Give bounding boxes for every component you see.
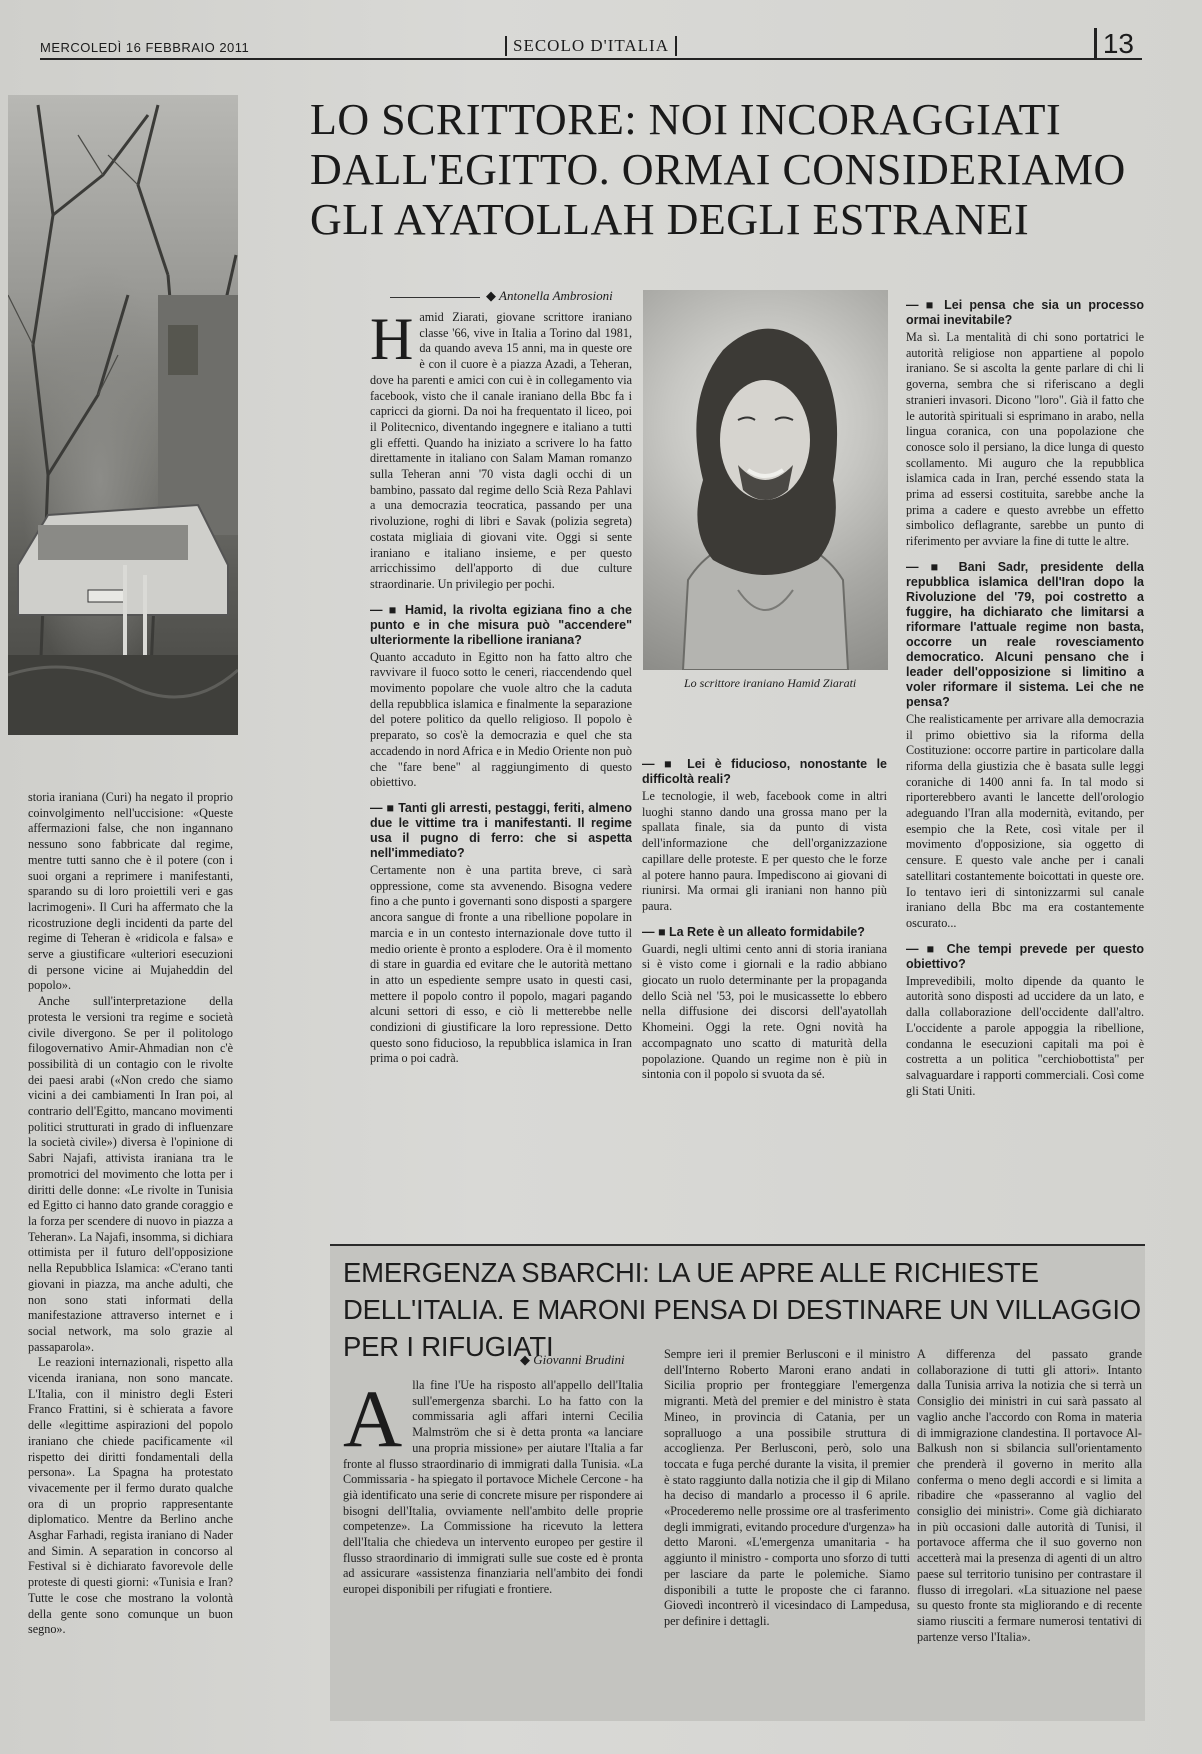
article-column-3 [906, 288, 1144, 1099]
answer-7: Imprevedibili, molto dipende da quanto le autorità sono disposti ad uccidere da un lato, e dalla collaborazione dell'occidente dall'altro. L'occidente a parole appoggia la ribellione, condanna le esecuzioni capitali ma poi è costretta a un politica "cerchiobottista" per salvaguardare i rapporti commerciali. Così come gli Stati Uniti. [906, 973, 1144, 1098]
question-5: — ■ Lei pensa che sia un processo ormai inevitabile? [906, 298, 1144, 328]
photo-caption: Lo scrittore iraniano Hamid Ziarati [684, 676, 857, 690]
issue-date: MERCOLEDÌ 16 FEBBRAIO 2011 [40, 40, 250, 55]
question-7: — ■ Che tempi prevede per questo obiettivo? [906, 942, 1144, 972]
answer-4: Guardi, negli ultimi cento anni di storia iraniana si è visto come i giornali e la radio abbiano giocato un ruolo determinante per la propaganda dello Scià nel '53, poi le musicassette lo ebbero nella diffusione dei discorsi dell'ayatollah Khomeini. Oggi la rete. Ogni novità ha accompagnato uno scatto di maturità della popolazione. Quando un regime non è più in sintonia con il popolo si svuota da sé. [642, 941, 887, 1082]
answer-5: Ma sì. La mentalità di chi sono portatrici le autorità religiose non appartiene al popolo iraniano. Se si ascolta la gente parlare di chi li governa, sembra che si riferiscano a degli stranieri invasori. Dicono "loro". Già il fatto che le autorità spirituali si esprimano in arabo, nella lingua coranica, con una popolazione che conosce solo il persiano, la dice lunga di questo scollamento. Mi auguro che la repubblica islamica cada in Iran, perché essendo stata la prima ad essersi costituita, sarebbe anche la prima a cadere e questo avrebbe un effetto simbolico deflagrante, sarebbe un punto di riferimento per avviare la fine di tutte le altre. [906, 330, 1144, 549]
intro-text: amid Ziarati, giovane scrittore iraniano classe '66, vive in Italia a Torino dal 1981, da quando aveva 15 anni, ma in queste ore è con il cuore è a piazza Azadi, a Teheran, dove ha parenti e amici con cui è in collegamento via facebook, visto che il canale iraniano della Bbc fa i capricci da giorni. Da noi ha frequentato il liceo, poi il Politecnico, diventando ingegnere e italiano a tutti gli effetti. Quando ha iniziato a scrivere lo ha fatto direttamente in italiano con Salam Maman romanzo sulla Teheran anni '70 vista dagli occhi di un bambino, passato dal regime dello Scià Reza Pahlavi a una democrazia teocratica, passando per una rivoluzione, roghi di libri e Savak (polizia segreta) costata migliaia di giovani vite. Oggi si sente iraniano e italiano insieme, e per questo arricchissimo dell'apporto di due culture straordinarie. Un privilegio per pochi. [370, 310, 632, 591]
answer-6: Che realisticamente per arrivare alla democrazia il primo obiettivo sia la riforma della Costituzione: occorre partire in particolare dalla riforma della giustizia che è basata sulle leggi coraniche di 1400 anni fa. In tal modo si riporterebbero avanti le lancette dell'orologio adeguando l'Iran alla modernità, evitando, per esempio che la Rete, così vitale per il movimento d'opposizione, sia oggetto di censure. E questo vale anche per i canali satellitari costantemente boicottati in queste ore. Io tentavo ieri di sintonizzarmi sul canale iraniano della Bbc ma era costantemente oscurato... [906, 711, 1144, 930]
second-article-headline: EMERGENZA SBARCHI: LA UE APRE ALLE RICHIESTE DELL'ITALIA. E MARONI PENSA DI DESTINARE UN VILLAGGIO PER I RIFUGIATI [343, 1257, 1141, 1362]
article-headline: LO SCRITTORE: NOI INCORAGGIATI DALL'EGITTO. ORMAI CONSIDERIAMO GLI AYATOLLAH DEGLI ESTRANEI [310, 95, 1126, 244]
second-article-byline: ◆ Giovanni Brudini [520, 1352, 650, 1368]
question-6: — ■ Bani Sadr, presidente della repubblica islamica dell'Iran dopo la Rivoluzione del '79, poi costretto a fuggire, ha dichiarato che limitarsi a riformare l'attuale regime non basta, occorre un reale rovesciamento democratico. Alcuni pensano che i leader dell'opposizione si limitino a voler riformare il sistema. Lei che ne pensa? [906, 560, 1144, 710]
article-column-2 [642, 747, 887, 1083]
second-article-column-1 [343, 1373, 643, 1598]
sidebar-paragraph-2: Anche sull'interpretazione della protesta le versioni tra regime e società civile divergono. Se per il politologo filogovernativo Amir-Ahmadian non c'è possibilità di un contagio con le rivolte dei paesi arabi («Non credo che siamo vicini a dei cambiamenti In Iran poi, al contrario dell'Egitto, mancano movimenti politici strutturati in grado di influenzare la società civile») diversa è l'opinione di Sabri Najafi, attivista iraniana tra le promotrici del movimento che lotta per i diritti delle donne: «Le rivolte in Tunisia ed Egitto ci hanno dato grande coraggio e la forza per scendere di nuovo in piazza a Teheran». La Najafi, insomma, si dichiara ottimista per il futuro dell'opposizione nella Repubblica Islamica: «C'erano tanti giovani in piazza, ma anche adulti, che non sono stati informati della manifestazione attraverso internet e i social network, ma solo grazie al passaparola». [28, 994, 233, 1354]
second-article-text-1: lla fine l'Ue ha risposto all'appello dell'Italia sull'emergenza sbarchi. Lo ha fatto con la commissaria agli affari interni Cecilia Malmström che si è detta pronta «a lanciare una propria missione» per aiutare l'Italia a far fronte al flusso straordinario di immigrati dalla Tunisia. «La Commissaria - ha spiegato il portavoce Michele Cercone - ha già identificato una serie di concrete misure per rispondere ai bisogni dell'Italia, ovviamente nell'ambito delle proprie competenze». La Commissione ha ricevuto la lettera dell'Italia che chiedeva un intervento europeo per gestire il flusso straordinario di immigrati sulle sue coste ed è pronta ad assicurare «assistenza finanziaria nell'ambito dei fondi europei disponibili per rifugiati e frontiere. [343, 1378, 643, 1597]
question-3: — ■ Lei è fiducioso, nonostante le difficoltà reali? [642, 757, 887, 787]
answer-3: Le tecnologie, il web, facebook come in altri luoghi stanno dando una grossa mano per la spallata finale, sia da punto di vista dell'informazione che dell'organizzazione capillare delle proteste. E per questo che le forze al potere hanno paura. Impediscono ai giovani di riunirsi. Ma ormai gli iraniani non hanno più paura. [642, 789, 887, 913]
second-article-text-3: A differenza del passato grande collaborazione di tutti gli attori». Intanto dalla Tunisia arriva la notizia che si terrà un Consiglio dei ministri in cui sarà passato al vaglio anche l'accordo con Roma in materia di immigrazione clandestina. Il portavoce Al-Balkush non si sbilancia sull'orientamento che prenderà il governo in merito alla conferma o meno degli accordi e si limita a ribadire che «passeranno al vaglio del consiglio dei ministri». Come già dichiarato in più occasioni dalle autorità di Tunisi, il portavoce afferma che il suo governo non accetterà mai la presenza di agenti di un altro paese sul territorio tunisino per contrastare il flusso di irregolari. «La situazione nel paese su questo fronte sta migliorando e di recente siamo riusciti a fermare numerosi tentativi di partenze verso l'Italia». [917, 1347, 1142, 1644]
sidebar-paragraph-1: storia iraniana (Curi) ha negato il proprio coinvolgimento nell'uccisione: «Queste affermazioni false, che non ingannano nessuno sono fabbricate dal regime, mentre tutti sanno che è il potere (con i suoi organi a reprimere i manifestanti, sparando su di loro proiettili veri e gas lacrimogeni». Il Curi ha affermato che la ricostruzione degli incidenti da parte del regime di Teheran è «ridicola e falsa» e serve a giustificare «ulteriori esecuzioni di persone vicine ai Mujaheddin del popolo». [28, 790, 233, 993]
left-sidebar-column [28, 790, 233, 1638]
page-number: 13 [1094, 28, 1134, 60]
second-article-column-2 [664, 1347, 910, 1630]
answer-1: Quanto accaduto in Egitto non ha fatto altro che ravvivare il fuoco sotto le ceneri, riaccendendo quel movimento popolare che vuole altro che la caduta della repubblica islamica e finalmente la separazione del potere politico da quello religioso. Il popolo è preparato, so cos'è la democrazia e quel che sta accadendo in nord Africa e in Medio Oriente non può che "fare bene" al raggiungimento di questo obiettivo. [370, 649, 632, 790]
answer-2: Certamente non è una partita breve, ci sarà oppressione, come sta avvenendo. Bisogna vedere fino a che punto i governanti sono disposti a spargere ancora sangue di fronte a una ribellione popolare in marcia e in un contesto internazionale dove tutto il medio oriente è pronto a esplodere. Ora è il momento di stare in guardia ed evitare che le autorità mettano in atto un espediente sempre usato in questi casi, mettere il popolo contro il popolo, magari pagando alcuni settori di esso, e ciò li metterebbe nelle condizioni di giustificare la loro repressione. Detto questo sono fiducioso, la repubblica islamica in Iran prima o poi cadrà. [370, 862, 632, 1066]
newspaper-name: SECOLO D'ITALIA [505, 36, 677, 56]
author-photo [643, 290, 888, 670]
question-2: — ■ Tanti gli arresti, pestaggi, feriti, almeno due le vittime tra i manifestanti. Il regime usa il pugno di ferro: che si aspetta nell'immediato? [370, 801, 632, 861]
second-article-text-2: Sempre ieri il premier Berlusconi e il ministro dell'Interno Roberto Maroni erano andati in Sicilia proprio per fronteggiare l'emergenza migranti. Metà del premier e del ministro è stata Mineo, in provincia di Catania, per un sopralluogo a una possibile struttura di accoglienza. Per Berlusconi, però, solo una toccata e fuga perché durante la visita, il premier è stato raggiunto dalla notizia che il gip di Milano ha deciso di mandarlo a processo il 6 aprile. «Procederemo nelle prossime ore al trasferimento degli immigrati, evitando procedure d'urgenza» ha detto Maroni. «L'emergenza umanitaria - ha aggiunto il ministro - comporta uno sforzo di tutti per lasciare da parte le polemiche. Siamo disponibili a tutte le proposte che ci faranno. Giovedì incontrerò il vicesindaco di Lampedusa, per definire i dettagli. [664, 1347, 910, 1628]
drop-cap: H [370, 306, 414, 372]
header-rule [40, 58, 1142, 60]
byline-author: Antonella Ambrosioni [499, 288, 613, 303]
street-photo [8, 95, 238, 735]
article-column-1 [370, 306, 633, 1067]
sidebar-paragraph-3: Le reazioni internazionali, rispetto alla vicenda iraniana, non sono mancate. L'Italia, con il ministro degli Esteri Franco Frattini, si è schierata a favore delle «legittime aspirazioni del popolo iraniano che chiede pacificamente «il rispetto dei diritti fondamentali della persona». La Spagna ha protestato vivacemente per il fermo durato qualche ora di un proprio rappresentante diplomatico. Mentre da Berlino anche Asghar Farhadi, regista iraniano di Nader and Simin. A separation in concorso al Festival si è dichiarato favorevole delle proteste di questi giorni: «Tunisia e Iran? Tutte le cose che mostrano la volontà della gente sono comunque un buon segno». [28, 1355, 233, 1637]
question-4: — ■ La Rete è un alleato formidabile? [642, 925, 887, 940]
question-1: — ■ Hamid, la rivolta egiziana fino a che punto e in che misura può "accendere" ulteriormente la ribellione iraniana? [370, 603, 632, 648]
second-drop-cap: A [343, 1373, 403, 1464]
second-article-column-3 [917, 1347, 1142, 1645]
article-byline: ◆ Antonella Ambrosioni [390, 288, 630, 304]
